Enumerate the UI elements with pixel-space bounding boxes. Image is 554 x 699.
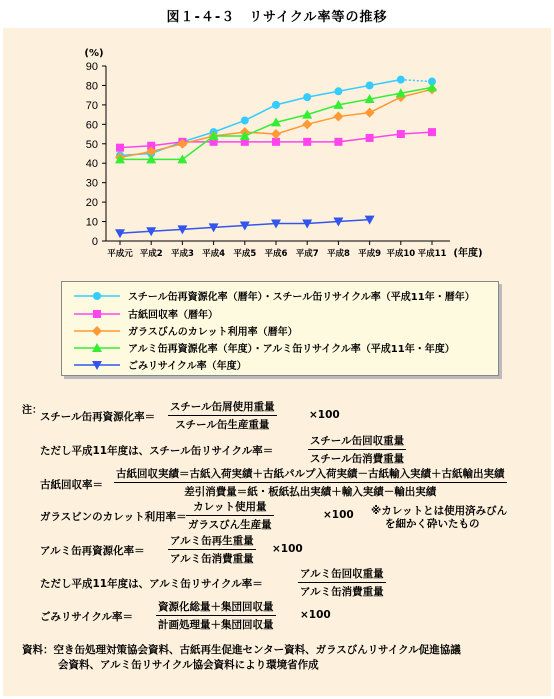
formula-aluminum-2-lhs: ただし平成11年度は、アルミ缶リサイクル率＝	[40, 578, 263, 590]
legend-label-garbage: ごみリサイクル率（年度）	[128, 361, 247, 372]
x-tick-label: 平成元	[107, 249, 133, 259]
formula-aluminum-numerator: アルミ缶再生重量	[168, 533, 256, 550]
x-tick-label: 平成3	[170, 249, 194, 259]
y-tick-label: 20	[85, 197, 98, 210]
formula-garbage-fraction	[156, 599, 276, 632]
formula-steel-fraction	[168, 399, 277, 432]
formula-steel-lhs: スチール缶再資源化率＝	[40, 411, 156, 423]
x-tick-label: 平成11	[417, 249, 447, 259]
y-tick-label: 90	[85, 61, 98, 73]
formula-garbage-multiplier: ×100	[300, 609, 331, 621]
formula-steel-2-numerator: スチール缶回収重量	[308, 433, 406, 450]
y-tick-label: 30	[85, 177, 98, 190]
formula-glass-numerator: カレット使用量	[186, 499, 274, 516]
formula-glass-fraction	[186, 499, 274, 532]
y-tick-label: 50	[85, 138, 98, 151]
source-line-2: 会資料、アルミ缶リサイクル協会資料により環境省作成	[58, 659, 319, 671]
formula-aluminum-lhs: アルミ缶再資源化率＝	[40, 545, 145, 557]
y-tick-label: 60	[85, 119, 98, 132]
cullet-note-line2: を細かく砕いたもの	[385, 518, 480, 530]
notes-label: 注：	[22, 405, 42, 416]
source-line-1: 資料：空き缶処理対策協会資料、古紙再生促進センター資料、ガラスびんリサイクル促進協議	[22, 644, 461, 656]
x-tick-label: 平成10	[386, 249, 416, 259]
x-tick-label: 平成7	[295, 249, 319, 259]
formula-aluminum-fraction	[168, 533, 256, 566]
formula-glass-lhs: ガラスビンのカレット利用率＝	[40, 511, 187, 523]
formula-glass-multiplier: ×100	[323, 509, 354, 521]
formula-steel-multiplier: ×100	[309, 409, 340, 421]
x-tick-label: 平成9	[358, 249, 382, 259]
formula-steel-2-denominator: スチール缶消費重量	[310, 453, 405, 465]
y-tick-label: 40	[85, 158, 98, 171]
formula-paper-fraction	[114, 466, 507, 499]
formula-steel-denominator: スチール缶生産重量	[175, 419, 270, 431]
formula-garbage-denominator: 計画処理量＋集団回収量	[158, 619, 274, 631]
formula-aluminum-multiplier: ×100	[272, 543, 303, 555]
x-tick-label: 平成6	[264, 249, 288, 259]
y-tick-label: 80	[85, 80, 98, 93]
formula-garbage-lhs: ごみリサイクル率＝	[40, 611, 134, 623]
formula-aluminum-2-numerator: アルミ缶回収重量	[298, 566, 386, 583]
formula-paper-lhs: 古紙回収率＝	[40, 479, 103, 491]
formula-aluminum-denominator: アルミ缶消費重量	[170, 553, 254, 565]
formula-aluminum-2-fraction	[298, 566, 386, 599]
legend-label-steel: スチール缶再資源化率（暦年）・スチール缶リサイクル率（平成11年・暦年）	[128, 292, 475, 303]
formula-steel-2-lhs: ただし平成11年度は、スチール缶リサイクル率＝	[40, 445, 274, 457]
formula-paper-denominator: 差引消費量＝紙・板紙払出実績＋輸入実績－輸出実績	[184, 486, 437, 498]
formula-paper-numerator: 古紙回収実績＝古紙入荷実績＋古紙パルプ入荷実績－古紙輸入実績＋古紙輸出実績	[114, 466, 507, 483]
x-tick-label: 平成8	[326, 249, 350, 259]
y-axis-unit: (%)	[84, 48, 104, 59]
x-axis-unit: (年度)	[453, 248, 483, 259]
legend-label-glass: ガラスびんのカレット利用率（暦年）	[128, 327, 298, 338]
x-tick-label: 平成5	[233, 249, 257, 259]
y-tick-label: 0	[91, 236, 98, 248]
x-tick-label: 平成4	[202, 249, 226, 259]
formula-steel-2-fraction	[308, 433, 406, 466]
x-tick-label: 平成2	[139, 249, 163, 259]
legend-label-aluminum: アルミ缶再資源化率（年度）・アルミ缶リサイクル率（平成11年・年度）	[128, 344, 455, 355]
formula-steel-numerator: スチール缶屑使用重量	[168, 399, 277, 416]
formula-glass-denominator: ガラスびん生産量	[188, 519, 272, 531]
formula-aluminum-2-denominator: アルミ缶消費重量	[300, 586, 384, 598]
legend-label-paper: 古紙回収率（暦年）	[128, 310, 218, 321]
formula-garbage-numerator: 資源化総量＋集団回収量	[156, 599, 276, 616]
y-tick-label: 10	[85, 216, 98, 229]
cullet-note-line1: ※カレットとは使用済みびん	[371, 505, 508, 517]
y-tick-label: 70	[85, 99, 98, 112]
figure-title: 図１-４-３ リサイクル率等の推移	[166, 10, 388, 25]
